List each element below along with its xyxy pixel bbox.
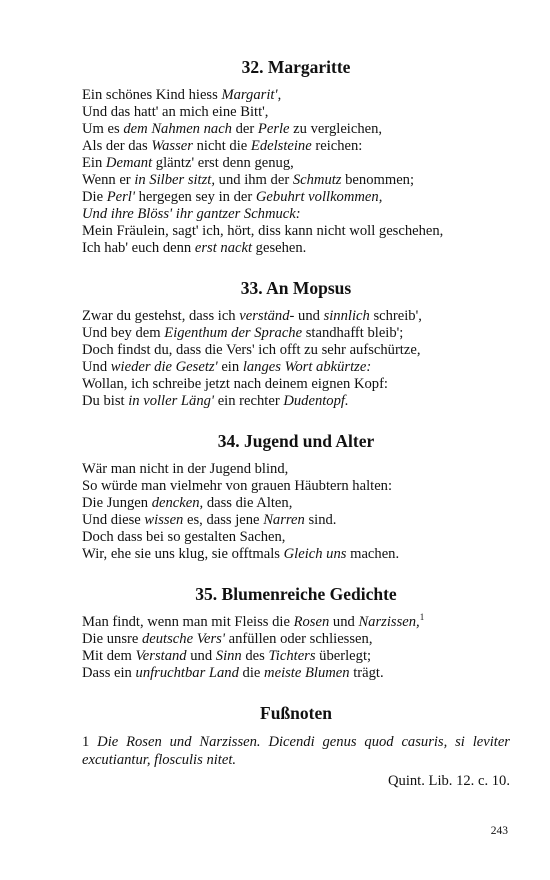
line-text: gläntz' erst denn genug, bbox=[152, 155, 294, 171]
line-text: Ich hab' euch denn bbox=[82, 240, 195, 256]
poem-line bbox=[82, 665, 510, 682]
poem-line bbox=[82, 121, 510, 138]
italic-text: dem Nahmen nach bbox=[123, 121, 232, 137]
italic-text: Narzissen, bbox=[358, 614, 420, 630]
poem-line bbox=[82, 138, 510, 155]
line-text: Doch dass bei so gestalten Sachen, bbox=[82, 529, 286, 545]
italic-text: Schmutz bbox=[292, 172, 342, 188]
line-text: standhafft bleib'; bbox=[302, 325, 404, 341]
italic-text: Verstand bbox=[135, 648, 187, 664]
line-text: Dass ein bbox=[82, 665, 136, 681]
line-text: Du bist bbox=[82, 393, 129, 409]
line-text: ein rechter bbox=[214, 393, 284, 409]
italic-text: Wasser bbox=[151, 138, 193, 154]
poem-line bbox=[82, 546, 510, 563]
line-text: Mit dem bbox=[82, 648, 136, 664]
line-text: Ein bbox=[82, 155, 106, 171]
italic-text: Rosen bbox=[293, 614, 330, 630]
line-text: des bbox=[241, 648, 269, 664]
line-text: Und diese bbox=[82, 512, 145, 528]
line-text: Wär man nicht in der Jugend blind, bbox=[82, 461, 289, 477]
line-text: machen. bbox=[346, 546, 400, 562]
italic-text: Margarit' bbox=[221, 87, 278, 103]
line-text: Wollan, ich schreibe jetzt nach deinem eignen Kopf: bbox=[82, 376, 388, 392]
poems-container bbox=[82, 56, 510, 682]
italic-text: Perl' bbox=[106, 189, 135, 205]
line-text: die bbox=[238, 665, 265, 681]
line-text: hergegen sey in der bbox=[134, 189, 256, 205]
poem-line bbox=[82, 223, 510, 240]
poem-section bbox=[82, 583, 510, 682]
line-text: ein bbox=[217, 359, 243, 375]
poem-line bbox=[82, 240, 510, 257]
poem-line bbox=[82, 529, 510, 546]
italic-text: erst nackt bbox=[194, 240, 253, 256]
poem-line bbox=[82, 189, 510, 206]
line-text: So würde man vielmehr von grauen Häubtern halten: bbox=[82, 478, 393, 494]
italic-text: langes Wort abkürtze: bbox=[242, 359, 372, 375]
italic-text: meiste Blumen bbox=[264, 665, 350, 681]
footnote-marker[interactable]: 1 bbox=[419, 612, 425, 622]
italic-text: Und ihre Blöss' ihr gantzer Schmuck: bbox=[82, 206, 301, 222]
line-text: Zwar du gestehst, dass ich bbox=[82, 308, 240, 324]
line-text: es, dass jene bbox=[183, 512, 264, 528]
poem-line bbox=[82, 308, 510, 325]
line-text: zu vergleichen, bbox=[289, 121, 383, 137]
poem-line bbox=[82, 495, 510, 512]
italic-text: Edelsteine bbox=[250, 138, 312, 154]
poem-line bbox=[82, 359, 510, 376]
line-text: und bbox=[294, 308, 324, 324]
italic-text: deutsche Vers' bbox=[141, 631, 225, 647]
italic-text: dencken, bbox=[151, 495, 204, 511]
line-text: Und bey dem bbox=[82, 325, 165, 341]
line-text: Und das hatt' an mich eine Bitt', bbox=[82, 104, 269, 120]
poem-line bbox=[82, 206, 510, 223]
footnote-number: 1 bbox=[82, 734, 90, 750]
footnote-body: Die Rosen und Narzissen. Dicendi genus quod casuris, si leviter excutiantur, flosculis nitet. bbox=[82, 734, 510, 768]
italic-text: verständ- bbox=[239, 308, 295, 324]
italic-text: Dudentopf. bbox=[283, 393, 349, 409]
poem-title: 33. An Mopsus bbox=[240, 278, 352, 298]
poem-section bbox=[82, 56, 510, 257]
line-text: der bbox=[231, 121, 258, 137]
italic-text: wissen bbox=[144, 512, 184, 528]
poem-line bbox=[82, 104, 510, 121]
italic-text: Gebuhrt vollkommen, bbox=[255, 189, 383, 205]
footnote-source: Quint. Lib. 12. c. 10. bbox=[387, 773, 510, 789]
line-text: Wenn er bbox=[82, 172, 135, 188]
poem-line bbox=[82, 87, 510, 104]
poem-line bbox=[82, 172, 510, 189]
line-text: Die bbox=[82, 189, 107, 205]
italic-text: Perle bbox=[257, 121, 290, 137]
poem-title: 35. Blumenreiche Gedichte bbox=[195, 584, 397, 604]
poem-line bbox=[82, 461, 510, 478]
poem-line bbox=[82, 155, 510, 172]
poem-section bbox=[82, 430, 510, 563]
line-text: überlegt; bbox=[315, 648, 372, 664]
line-text: sind. bbox=[304, 512, 337, 528]
line-text: Man findt, wenn man mit Fleiss die bbox=[82, 614, 294, 630]
footnotes-heading: Fußnoten bbox=[260, 703, 332, 723]
italic-text: Sinn bbox=[215, 648, 242, 664]
line-text: Um es bbox=[82, 121, 124, 137]
line-text: Die unsre bbox=[82, 631, 142, 647]
line-text: Ein schönes Kind hiess bbox=[82, 87, 222, 103]
line-text: Als der das bbox=[82, 138, 152, 154]
poem-line bbox=[82, 648, 510, 665]
line-text: Und bbox=[82, 359, 111, 375]
poem-line bbox=[82, 393, 510, 410]
poem-title: 34. Jugend und Alter bbox=[217, 431, 375, 451]
poem-line bbox=[82, 478, 510, 495]
footnotes-section bbox=[82, 702, 510, 790]
line-text: Die Jungen bbox=[82, 495, 152, 511]
poem-line bbox=[82, 631, 510, 648]
poem-section bbox=[82, 277, 510, 410]
poem-line bbox=[82, 512, 510, 529]
poem-line bbox=[82, 325, 510, 342]
italic-text: Gleich uns bbox=[283, 546, 347, 562]
italic-text: Tichters bbox=[268, 648, 316, 664]
line-text: dass die Alten, bbox=[203, 495, 293, 511]
line-text: Doch findst du, dass die Vers' ich offt zu sehr aufschürtze, bbox=[82, 342, 421, 358]
line-text: gesehen. bbox=[252, 240, 307, 256]
italic-text: unfruchtbar Land bbox=[135, 665, 239, 681]
poem-line bbox=[82, 342, 510, 359]
poem-line bbox=[82, 614, 510, 631]
poem-title: 32. Margaritte bbox=[241, 57, 351, 77]
line-text: Wir, ehe sie uns klug, sie offtmals bbox=[82, 546, 284, 562]
italic-text: Eigenthum der Sprache bbox=[164, 325, 303, 341]
poem-line bbox=[82, 376, 510, 393]
italic-text: in voller Läng' bbox=[128, 393, 215, 409]
line-text: und ihm der bbox=[215, 172, 293, 188]
italic-text: sinnlich bbox=[323, 308, 370, 324]
line-text: und bbox=[186, 648, 216, 664]
line-text: schreib', bbox=[369, 308, 422, 324]
line-text: anfüllen oder schliessen, bbox=[224, 631, 373, 647]
italic-text: Narren bbox=[263, 512, 305, 528]
line-text: benommen; bbox=[341, 172, 415, 188]
line-text: Mein Fräulein, sagt' ich, hört, diss kann nicht woll geschehen, bbox=[82, 223, 444, 239]
italic-text: Demant bbox=[105, 155, 153, 171]
italic-text: in Silber sitzt, bbox=[134, 172, 215, 188]
line-text: , bbox=[277, 87, 282, 103]
line-text: reichen: bbox=[311, 138, 363, 154]
footnote-text bbox=[82, 733, 510, 769]
page-number: 243 bbox=[490, 825, 508, 837]
italic-text: wieder die Gesetz' bbox=[110, 359, 218, 375]
line-text: trägt. bbox=[349, 665, 384, 681]
page-body bbox=[82, 56, 510, 790]
line-text: nicht die bbox=[192, 138, 251, 154]
line-text: und bbox=[329, 614, 359, 630]
